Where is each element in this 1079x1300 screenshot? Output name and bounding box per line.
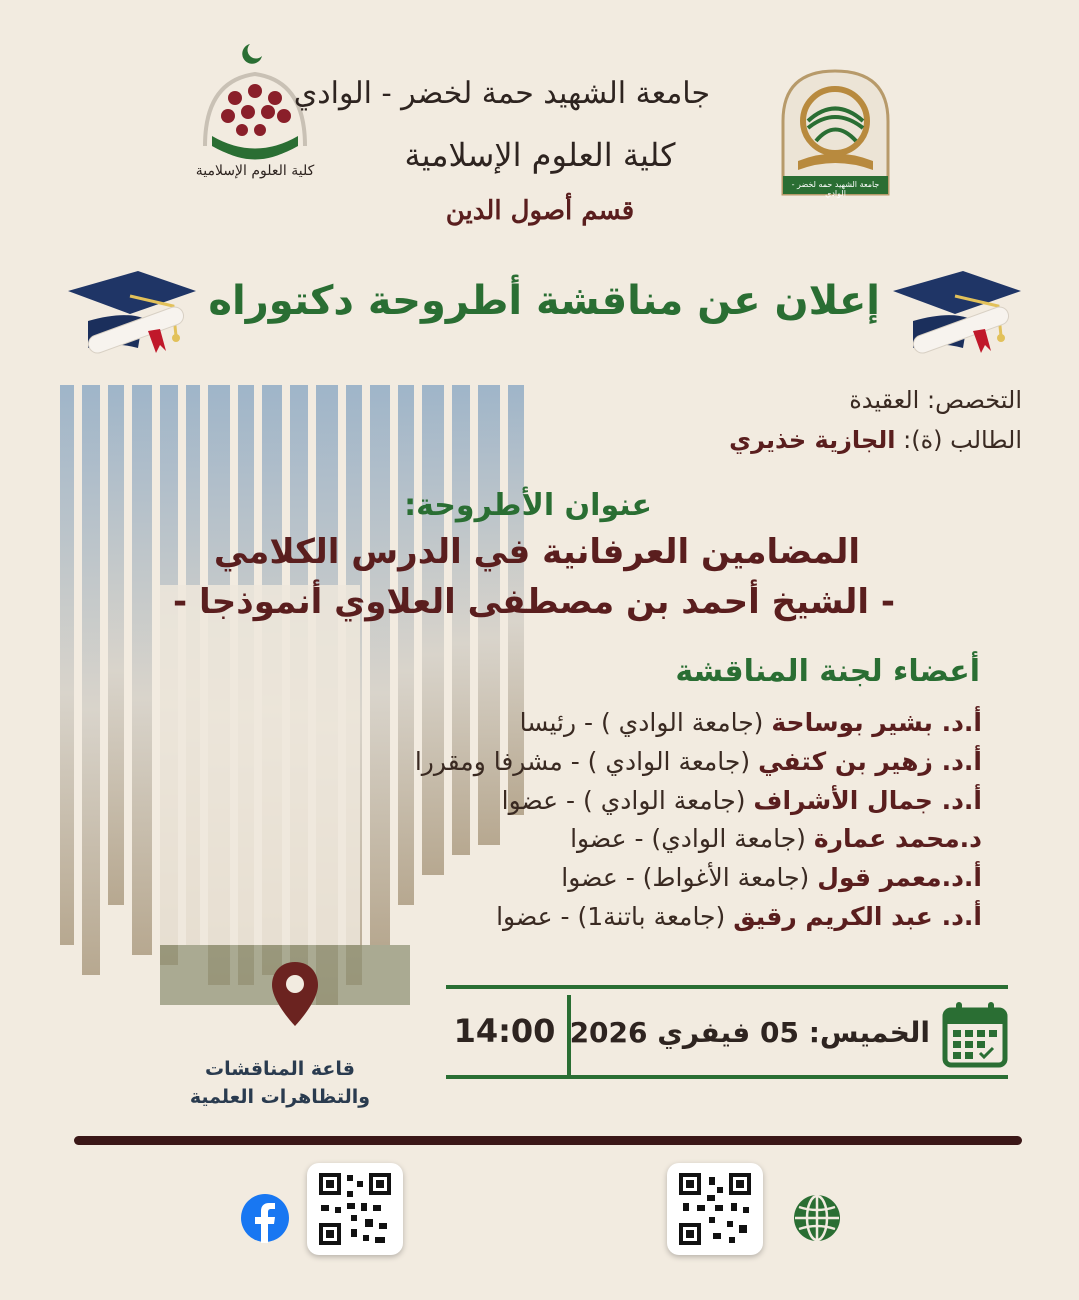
student-name: الجازية خذيري xyxy=(729,426,896,454)
date-box-top-rule xyxy=(446,985,1008,989)
university-name: جامعة الشهيد حمة لخضر - الوادي xyxy=(293,76,710,111)
globe-icon[interactable] xyxy=(792,1193,842,1243)
specialty-value: العقيدة xyxy=(849,386,920,414)
committee-member: أ.د.معمر قول (جامعة الأغواط) - عضوا xyxy=(561,863,982,892)
venue-line2: والتظاهرات العلمية xyxy=(189,1086,371,1108)
specialty-row xyxy=(560,386,1022,414)
event-time: 14:00 xyxy=(453,1012,556,1050)
committee-heading: أعضاء لجنة المناقشة xyxy=(675,654,980,689)
graduation-cap-icon xyxy=(893,266,1023,366)
committee-list xyxy=(300,704,982,937)
student-label: الطالب (ة): xyxy=(903,426,1022,454)
thesis-title-line1: المضامين العرفانية في الدرس الكلامي xyxy=(213,532,860,572)
committee-member: د.محمد عمارة (جامعة الوادي) - عضوا xyxy=(570,824,982,854)
thesis-title-line2: - الشيخ أحمد بن مصطفى العلاوي أنموذجا - xyxy=(173,582,895,622)
committee-member: أ.د. عبد الكريم رقيق (جامعة باتنة1) - عضوا xyxy=(496,901,982,931)
event-date: الخميس: 05 فيفري 2026 xyxy=(569,1016,930,1049)
university-logo xyxy=(778,66,893,196)
website-qr-code[interactable] xyxy=(667,1163,763,1255)
graduation-cap-icon xyxy=(68,266,198,366)
faculty-name: كلية العلوم الإسلامية xyxy=(404,136,676,174)
facebook-qr-code[interactable] xyxy=(307,1163,403,1255)
thesis-heading: عنوان الأطروحة: xyxy=(404,488,652,523)
department-name: قسم أصول الدين xyxy=(445,196,635,226)
committee-member: أ.د. جمال الأشراف (جامعة الوادي ) - عضوا xyxy=(501,785,982,815)
committee-member: أ.د. بشير بوساحة (جامعة الوادي ) - رئيسا xyxy=(519,708,982,737)
calendar-icon xyxy=(942,1000,1008,1068)
footer-divider xyxy=(74,1136,1022,1145)
student-row xyxy=(560,426,1022,454)
announcement-title: إعلان عن مناقشة أطروحة دكتوراه xyxy=(208,278,880,324)
faculty-logo-caption: كلية العلوم الإسلامية xyxy=(195,163,315,179)
university-logo-caption: جامعة الشهيد حمه لخضر - الوادي xyxy=(791,180,880,198)
committee-member: أ.د. زهير بن كتفي (جامعة الوادي ) - مشرفا ومقررا xyxy=(414,746,982,776)
date-box-bottom-rule xyxy=(446,1075,1008,1079)
specialty-label: التخصص: xyxy=(926,386,1022,414)
facebook-icon[interactable] xyxy=(240,1193,290,1243)
venue-line1: قاعة المناقشات xyxy=(205,1058,355,1080)
location-pin-icon xyxy=(270,960,320,1030)
